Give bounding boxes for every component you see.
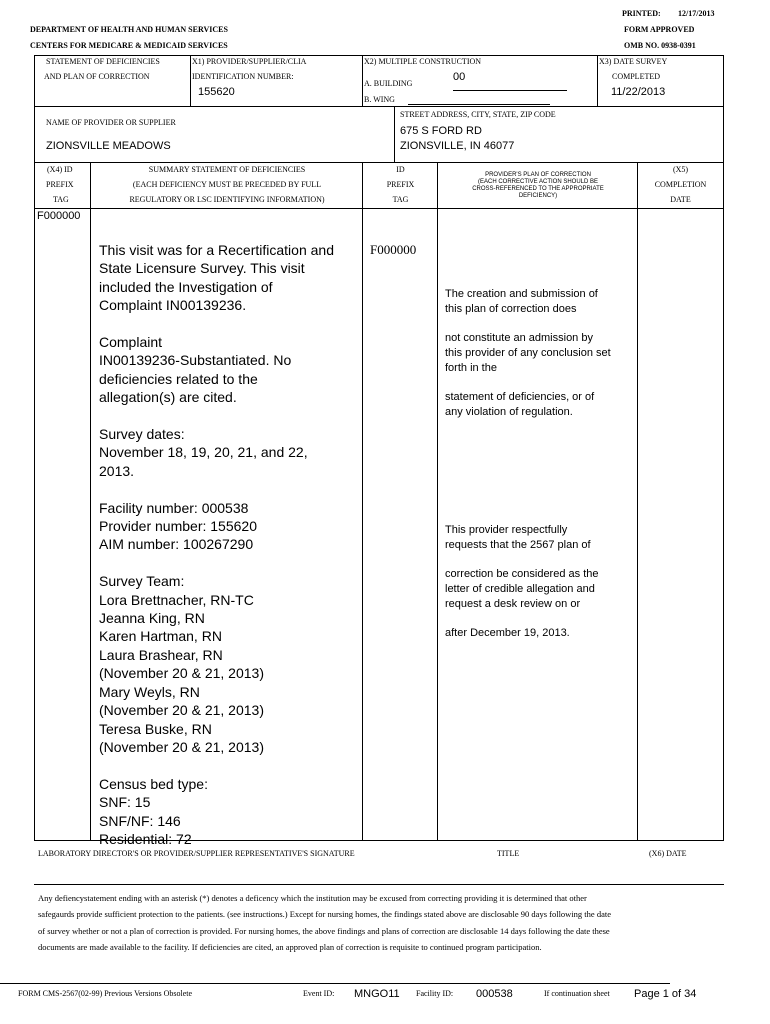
grid-line	[34, 55, 724, 56]
poc-block-1	[445, 287, 598, 317]
poc-line: this plan of correction does	[445, 303, 577, 315]
summary-line: Survey Team:	[99, 573, 185, 590]
poc-line: after December 19, 2013.	[445, 627, 570, 639]
x3-label-1: X3) DATE SURVEY	[599, 57, 668, 66]
grid-line	[362, 55, 363, 107]
grid-line	[34, 106, 724, 107]
omb-number: OMB NO. 0938-0391	[624, 41, 696, 50]
summary-line: Teresa Buske, RN	[99, 720, 212, 737]
prefix-label: PREFIX	[46, 180, 74, 189]
grid-line	[394, 106, 395, 163]
poc-line: any violation of regulation.	[445, 406, 573, 418]
building-underline	[453, 90, 567, 91]
summary-line	[99, 554, 334, 572]
printed-label: PRINTED:	[622, 9, 661, 18]
provider-name-label: NAME OF PROVIDER OR SUPPLIER	[46, 118, 176, 127]
summary-line: (November 20 & 21, 2013)	[99, 738, 264, 755]
event-id-label: Event ID:	[303, 989, 335, 998]
department-name: DEPARTMENT OF HEALTH AND HUMAN SERVICES	[30, 25, 228, 34]
facility-id-value: 000538	[476, 988, 513, 1000]
summary-line: November 18, 19, 20, 21, and 22,	[99, 444, 308, 461]
x2-label: X2) MULTIPLE CONSTRUCTION	[364, 57, 482, 66]
grid-line	[597, 55, 598, 107]
title-label: TITLE	[497, 849, 520, 858]
id-label: ID	[396, 165, 405, 174]
form-id: FORM CMS-2567(02-99) Previous Versions Obsolete	[18, 989, 193, 998]
summary-line: 2013.	[99, 462, 135, 479]
x4-id-label: (X4) ID	[47, 165, 73, 174]
summary-line: Jeanna King, RN	[99, 610, 205, 627]
grid-line	[34, 162, 724, 163]
centers-name: CENTERS FOR MEDICARE & MEDICAID SERVICES	[30, 41, 228, 50]
summary-line: Facility number: 000538	[99, 499, 249, 516]
form-approved: FORM APPROVED	[624, 25, 695, 34]
poc-line: not constitute an admission by	[445, 332, 593, 344]
statement-label-1: STATEMENT OF DEFICIENCIES	[46, 57, 160, 66]
summary-line: Residential: 72	[99, 830, 192, 847]
grid-line	[34, 55, 35, 841]
grid-line	[34, 884, 724, 885]
summary-line	[99, 407, 334, 425]
summary-line: Provider number: 155620	[99, 518, 257, 535]
summary-line: SNF: 15	[99, 794, 151, 811]
poc-block-6	[445, 626, 570, 641]
footer-rule	[0, 983, 670, 984]
poc-header-2: (EACH CORRECTIVE ACTION SHOULD BE	[477, 179, 599, 185]
address-line-2: ZIONSVILLE, IN 46077	[400, 140, 515, 152]
building-label: A. BUILDING	[364, 79, 413, 88]
summary-line: deficiencies related to the	[99, 370, 258, 387]
plan-tag: F000000	[370, 242, 417, 257]
event-id-value: MNGO11	[354, 988, 400, 1000]
summary-line	[99, 480, 334, 498]
poc-header-1: PROVIDER'S PLAN OF CORRECTION	[485, 172, 591, 178]
poc-block-5	[445, 567, 598, 612]
summary-line: Karen Hartman, RN	[99, 628, 222, 645]
signature-label: LABORATORY DIRECTOR'S OR PROVIDER/SUPPLIER REPRESENTATIVE'S SIGNATURE	[38, 849, 355, 858]
summary-line: (November 20 & 21, 2013)	[99, 702, 264, 719]
summary-line: This visit was for a Recertification and	[99, 242, 334, 258]
x5-label: (X5)	[672, 165, 689, 174]
poc-line: The creation and submission of	[445, 288, 598, 300]
summary-line: Survey dates:	[99, 426, 185, 443]
summary-line: AIM number: 100267290	[99, 536, 254, 553]
summary-line: Mary Weyls, RN	[99, 683, 200, 700]
summary-line: State Licensure Survey. This visit	[99, 260, 305, 277]
x3-label-2: COMPLETED	[612, 72, 660, 81]
poc-block-2	[445, 331, 611, 376]
prefix-label-2: PREFIX	[386, 180, 415, 189]
wing-underline	[408, 104, 550, 105]
summary-line: Lora Brettnacher, RN-TC	[99, 591, 254, 608]
facility-id-label: Facility ID:	[416, 989, 454, 998]
page-number: Page 1 of 34	[634, 988, 697, 1000]
grid-line	[723, 55, 724, 841]
completion-label: COMPLETION	[654, 180, 707, 189]
summary-header-3: REGULATORY OR LSC IDENTIFYING INFORMATION)	[129, 195, 325, 204]
summary-line	[99, 756, 334, 774]
summary-line: allegation(s) are cited.	[99, 389, 237, 406]
summary-line: Laura Brashear, RN	[99, 646, 223, 663]
poc-line: this provider of any conclusion set	[445, 347, 611, 359]
summary-line: Complaint IN00139236.	[99, 297, 247, 314]
poc-header-4: DEFICIENCY)	[518, 193, 558, 199]
multiple-construction-value: 00	[453, 71, 466, 83]
wing-label: B. WING	[364, 95, 395, 104]
x1-label-2: IDENTIFICATION NUMBER:	[192, 72, 294, 81]
summary-statement	[99, 241, 334, 848]
summary-line: included the Investigation of	[99, 278, 273, 295]
grid-line	[90, 162, 91, 841]
deficiency-tag: F000000	[37, 210, 81, 222]
x6-date-label: (X6) DATE	[649, 849, 687, 858]
poc-line: This provider respectfully	[445, 524, 568, 536]
summary-header-2: (EACH DEFICIENCY MUST BE PRECEDED BY FULL	[132, 180, 322, 189]
address-label: STREET ADDRESS, CITY, STATE, ZIP CODE	[400, 110, 556, 119]
grid-line	[190, 55, 191, 107]
summary-line: Census bed type:	[99, 775, 208, 792]
statement-label-2: AND PLAN OF CORRECTION	[44, 72, 150, 81]
poc-block-3	[445, 390, 594, 420]
disclosure-note: Any defiencystatement ending with an asterisk (*) denotes a deficency which the institution may be excused from correcting providing it is determined that other safegaurds provide sufficient protection to the patients. (see instructions.) Except for nursing homes, the findings stated above are disclosable 90 days following the date of survey whether or not a plan of correction is provided. For nursing homes, the above findings and plans of correction are disclosable 14 days following the date these documents are made available to the facility. If deficiencies are cited, an approved plan of correction is requisite to continued program participation.	[38, 893, 611, 952]
provider-name: ZIONSVILLE MEADOWS	[46, 140, 171, 152]
poc-line: forth in the	[445, 362, 497, 374]
summary-line: SNF/NF: 146	[99, 812, 181, 829]
address-line-1: 675 S FORD RD	[400, 125, 482, 137]
poc-line: request a desk review on or	[445, 598, 581, 610]
poc-line: requests that the 2567 plan of	[445, 539, 591, 551]
tag-label-2: TAG	[392, 195, 409, 204]
summary-line	[99, 315, 334, 333]
date-label: DATE	[670, 195, 691, 204]
poc-line: correction be considered as the	[445, 568, 599, 580]
summary-line: Complaint	[99, 334, 163, 351]
poc-line: statement of deficiencies, or of	[445, 391, 595, 403]
provider-id-value: 155620	[198, 86, 235, 98]
continuation-label: If continuation sheet	[544, 989, 610, 998]
poc-header-3: CROSS-REFERENCED TO THE APPROPRIATE	[472, 186, 604, 192]
summary-header-1: SUMMARY STATEMENT OF DEFICIENCIES	[148, 165, 306, 174]
grid-line	[362, 162, 363, 841]
summary-line: (November 20 & 21, 2013)	[99, 665, 264, 682]
x1-label-1: X1) PROVIDER/SUPPLIER/CLIA	[192, 57, 307, 66]
poc-block-4	[445, 523, 591, 553]
tag-label: TAG	[53, 195, 69, 204]
survey-date-value: 11/22/2013	[611, 86, 666, 98]
printed-date: 12/17/2013	[678, 9, 715, 18]
grid-line	[437, 162, 438, 841]
summary-line: IN00139236-Substantiated. No	[99, 352, 292, 369]
grid-line	[34, 208, 724, 209]
grid-line	[637, 162, 638, 841]
poc-line: letter of credible allegation and	[445, 583, 595, 595]
